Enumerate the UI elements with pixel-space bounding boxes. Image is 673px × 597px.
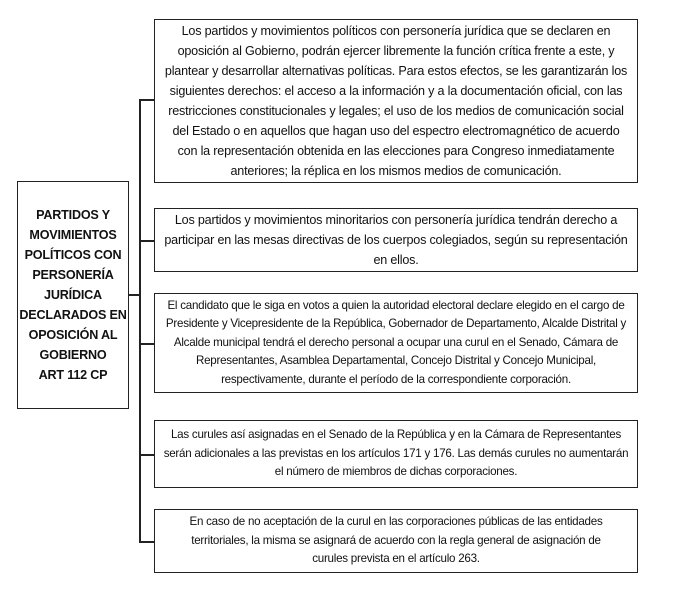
connector-spine [139,99,141,542]
main-node [17,181,129,409]
branch-node-text: El candidato que le siga en votos a quien la autoridad electoral declare elegido en el cargo de Presidente y Vicepresidente de la República, Gobernador de Departamento, Alcalde Distrital y Alcalde municipal tendrá el derecho personal a ocupar una curul en el Senado, Cámara de Representantes, Asamblea Departamental, Concejo Distrital y Concejo Municipal, respectivamente, durante el período de la correspondiente corporación. [165,298,627,386]
connector-branch-4 [139,454,154,456]
branch-node-4 [154,420,638,488]
branch-node-text: Las curules así asignadas en el Senado de la República y en la Cámara de Representantes serán adicionales a las previstas en los artículos 171 y 176. Las demás curules no aumentarán el número de miembros de dichas corporaciones. [163,428,629,479]
branch-node-5 [154,509,638,573]
main-node-reference: ART 112 CP [38,368,108,382]
branch-node-1 [154,19,638,183]
branch-node-2 [154,208,638,272]
connector-branch-5 [139,541,154,543]
connector-branch-3 [139,343,154,345]
branch-node-text: Los partidos y movimientos políticos con personería jurídica que se declaren en oposición al Gobierno, podrán ejercer libremente la función crítica frente a este, y plantear y desarrollar alternativas políticas. Para estos efectos, se les garantizarán los siguientes derechos: el acceso a la información y a la documentación oficial, con las restricciones constitucionales y legales; el uso de los medios de comunicación social del Estado o en aquellos que hagan uso del espectro electromagnético de acuerdo con la representación obtenida en las elecciones para Congreso inmediatamente anteriores; la réplica en los mismos medios de comunicación. [164,24,628,178]
main-node-title: PARTIDOS Y MOVIMIENTOS POLÍTICOS CON PERSONERÍA JURÍDICA DECLARADOS EN OPOSICIÓN AL GOBIERNO [19,208,127,362]
connector-branch-2 [139,240,154,242]
branch-node-text: Los partidos y movimientos minoritarios con personería jurídica tendrán derecho a participar en las mesas directivas de los cuerpos colegiados, según su representación en ellos. [164,213,628,267]
branch-node-text: En caso de no aceptación de la curul en las corporaciones públicas de las entidades territoriales, la misma se asignará de acuerdo con la regla general de asignación de curules prevista en el artículo 263. [189,515,603,566]
connector-branch-1 [139,99,154,101]
branch-node-3 [154,293,638,393]
